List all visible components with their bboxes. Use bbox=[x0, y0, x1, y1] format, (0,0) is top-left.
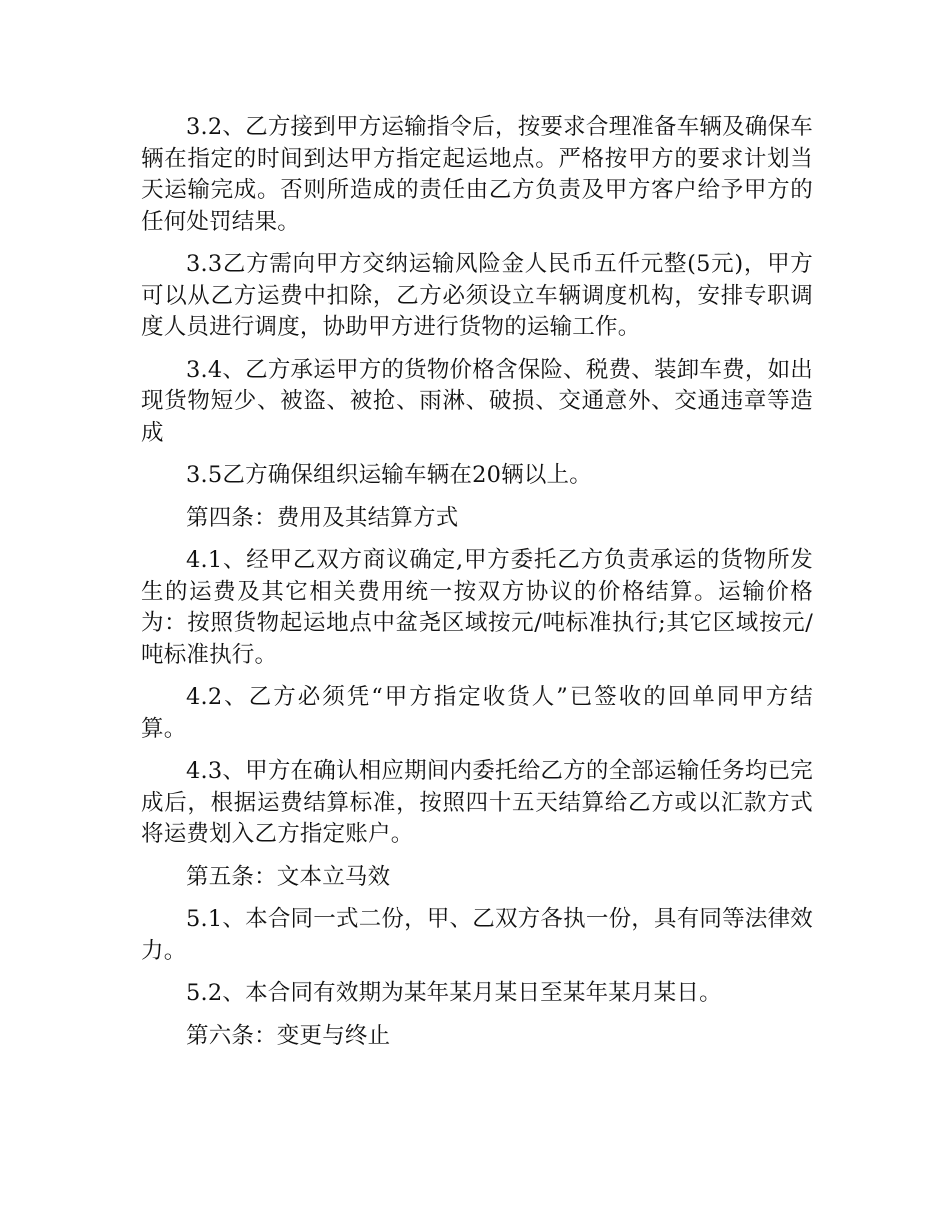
clause-4-3: 4.3、甲方在确认相应期间内委托给乙方的全部运输任务均已完成后，根据运费结算标准，按照四十五天结算给乙方或以汇款方式将运费划入乙方指定账户。 bbox=[141, 758, 813, 847]
section-heading-5: 第五条：文本立马效 bbox=[186, 863, 391, 890]
section-heading-6: 第六条：变更与终止 bbox=[186, 1022, 391, 1049]
clause-3-3: 3.3乙方需向甲方交纳运输风险金人民币五仟元整(5元)，甲方可以从乙方运费中扣除，乙方必须设立车辆调度机构，安排专职调度人员进行调度，协助甲方进行货物的运输工作。 bbox=[141, 251, 813, 340]
section-heading-4: 第四条：费用及其结算方式 bbox=[186, 504, 459, 531]
clause-5-1: 5.1、本合同一式二份，甲、乙双方各执一份，具有同等法律效力。 bbox=[141, 906, 813, 964]
document-page bbox=[141, 112, 813, 1063]
clause-3-5: 3.5乙方确保组织运输车辆在20辆以上。 bbox=[186, 462, 592, 488]
clause-4-2: 4.2、乙方必须凭“甲方指定收货人”已签收的回单同甲方结算。 bbox=[141, 684, 813, 742]
clause-3-2: 3.2、乙方接到甲方运输指令后，按要求合理准备车辆及确保车辆在指定的时间到达甲方指定起运地点。严格按甲方的要求计划当天运输完成。否则所造成的责任由乙方负责及甲方客户给予甲方的任何处罚结果。 bbox=[141, 114, 813, 235]
clause-4-1: 4.1、经甲乙双方商议确定,甲方委托乙方负责承运的货物所发生的运费及其它相关费用统一按双方协议的价格结算。运输价格为：按照货物起运地点中盆尧区域按元/吨标准执行;其它区域按元/吨标准执行。 bbox=[141, 547, 813, 668]
clause-3-4: 3.4、乙方承运甲方的货物价格含保险、税费、装卸车费，如出现货物短少、被盗、被抢、雨淋、破损、交通意外、交通违章等造成 bbox=[141, 356, 813, 446]
clause-5-2: 5.2、本合同有效期为某年某月某日至某年某月某日。 bbox=[186, 980, 722, 1006]
